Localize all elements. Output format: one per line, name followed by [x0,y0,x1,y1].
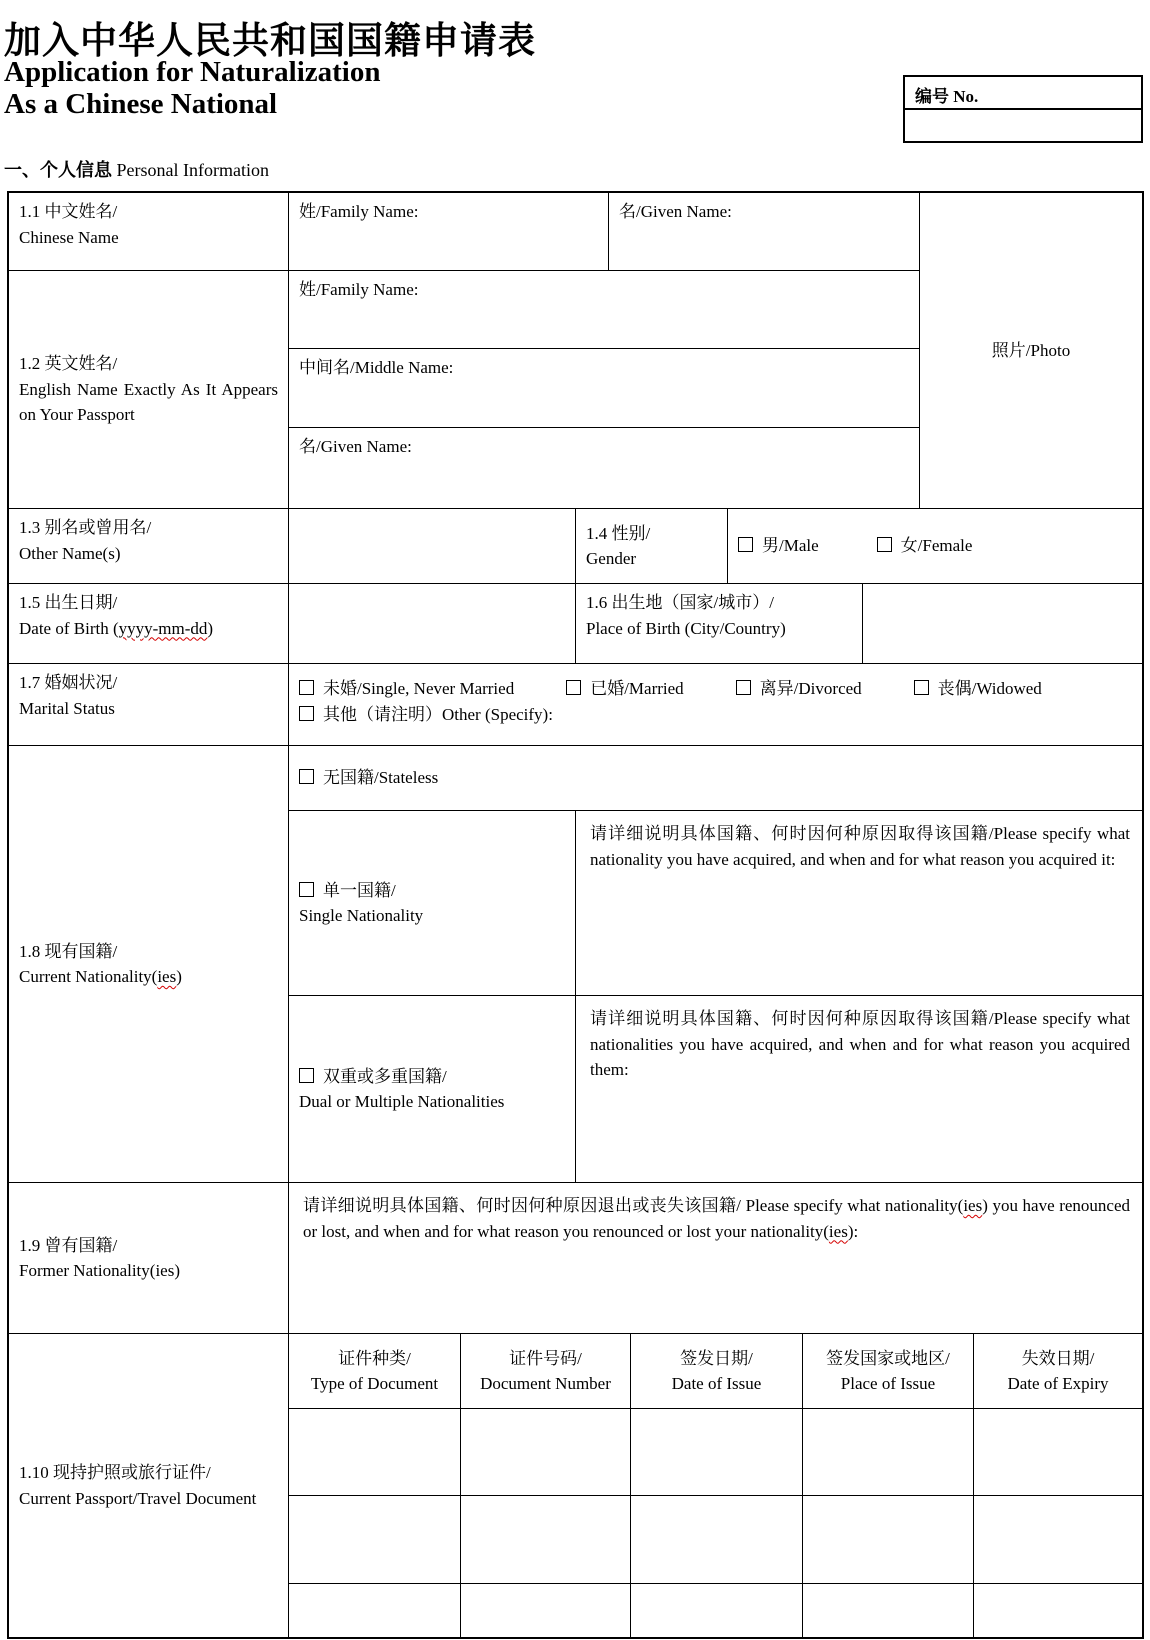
checkbox-option-stateless[interactable] [299,765,1132,791]
english-middle-name-label: 中间名/Middle Name: [299,358,454,377]
column-header-date-of-issue-zh: 签发日期/ [680,1348,753,1368]
former-nationality-details-field[interactable] [288,1182,1142,1333]
column-header-document-number-en: Document Number [480,1374,611,1393]
column-header-document-type [288,1333,460,1408]
label-current-nationality-zh: 1.8 现有国籍/ [19,941,118,961]
label-date-of-birth-en: Date of Birth (yyyy-mm-dd) [19,618,214,638]
dual-nationality-label-en: Dual or Multiple Nationalities [299,1092,505,1111]
checkbox-dual-nationality-label-zh: 双重或多重国籍/ [323,1066,447,1086]
checkbox-option-married[interactable] [566,676,683,702]
place-of-issue-field-row3[interactable] [802,1583,973,1637]
stateless-option-cell [288,745,1142,810]
column-header-document-type-en: Type of Document [310,1374,439,1393]
label-other-names-en: Other Name(s) [19,543,121,563]
checkbox-single-icon[interactable] [299,680,314,695]
document-type-field-row3[interactable] [288,1583,460,1637]
checkbox-option-male[interactable] [738,533,819,559]
label-current-passport [8,1333,288,1637]
photo-box[interactable] [919,192,1142,508]
checkbox-divorced-icon[interactable] [736,680,751,695]
label-current-nationality [8,745,288,1182]
label-current-nationality-en: Current Nationality(ies) [19,967,182,986]
label-english-name [8,270,288,508]
dual-nationality-details-field[interactable] [575,995,1142,1182]
section-heading-en: Personal Information [112,160,269,180]
serial-number-label: 编号 No. [905,77,1141,110]
checkbox-widowed-icon[interactable] [914,680,929,695]
column-header-document-type-zh: 证件种类/ [338,1348,411,1368]
label-english-name-en: English Name Exactly As It Appears on Your Passport [19,379,278,425]
checkbox-widowed-label: 丧偶/Widowed [937,679,1042,698]
date-of-issue-field-row3[interactable] [630,1583,802,1637]
single-nationality-note: 请详细说明具体国籍、何时因何种原因取得该国籍/Please specify what nationality you have acquired, and when and for what reason you acquired it: [590,824,1130,869]
document-number-field-row2[interactable] [460,1495,630,1583]
other-names-field[interactable] [288,508,575,583]
english-given-name-field[interactable] [288,427,919,508]
label-other-names [8,508,288,583]
label-other-names-zh: 1.3 别名或曾用名/ [19,518,152,537]
checkbox-option-dual-nationality[interactable] [299,1064,565,1090]
document-type-field-row2[interactable] [288,1495,460,1583]
place-of-birth-field[interactable] [862,583,1142,663]
label-marital-status-zh: 1.7 婚姻状况/ [19,673,118,692]
column-header-date-of-issue-en: Date of Issue [671,1374,762,1393]
label-place-of-birth [575,583,862,663]
gender-options-cell [727,508,1142,583]
label-former-nationality-en: Former Nationality(ies) [19,1261,180,1280]
date-of-issue-field-row2[interactable] [630,1495,802,1583]
label-english-name-zh: 1.2 英文姓名/ [19,354,118,374]
checkbox-option-female[interactable] [877,533,973,559]
column-header-date-of-issue [630,1333,802,1408]
column-header-date-of-expiry-en: Date of Expiry [1007,1374,1109,1393]
serial-number-input[interactable] [905,110,1141,141]
section-heading-zh: 一、个人信息 [4,160,112,180]
label-place-of-birth-zh: 1.6 出生地（国家/城市）/ [586,593,774,612]
checkbox-option-widowed[interactable] [914,676,1042,702]
checkbox-option-other[interactable] [299,705,553,724]
checkbox-dual-nationality-icon[interactable] [299,1068,314,1083]
checkbox-male-label: 男/Male [762,536,819,556]
label-place-of-birth-en: Place of Birth (City/Country) [586,618,786,638]
column-header-place-of-issue-zh: 签发国家或地区/ [826,1348,950,1368]
checkbox-stateless-icon[interactable] [299,769,314,784]
column-header-date-of-expiry [973,1333,1142,1408]
checkbox-female-icon[interactable] [877,537,892,552]
former-nationality-note: 请详细说明具体国籍、何时因何种原因退出或丧失该国籍/ Please specify what nationality(ies) you have renounced or lost, and when and for what reason you renounced or lost your nationality(ies): [303,1196,1130,1241]
column-header-document-number-zh: 证件号码/ [509,1348,582,1368]
date-of-expiry-field-row3[interactable] [973,1583,1142,1637]
dual-nationality-option-cell [288,995,575,1182]
checkbox-option-divorced[interactable] [736,676,862,702]
form-title-en-line1: Application for Naturalization [4,56,381,88]
marital-status-options-cell [288,663,1142,745]
checkbox-married-icon[interactable] [566,680,581,695]
chinese-family-name-field[interactable] [288,192,608,270]
english-middle-name-field[interactable] [288,348,919,427]
chinese-given-name-label: 名/Given Name: [619,202,732,221]
label-former-nationality [8,1182,288,1333]
english-given-name-label: 名/Given Name: [299,437,412,456]
document-number-field-row3[interactable] [460,1583,630,1637]
checkbox-divorced-label: 离异/Divorced [759,679,862,698]
single-nationality-label-en: Single Nationality [299,906,424,925]
label-former-nationality-zh: 1.9 曾有国籍/ [19,1235,118,1255]
label-current-passport-en: Current Passport/Travel Document [19,1488,257,1508]
checkbox-stateless-label: 无国籍/Stateless [323,768,439,788]
place-of-issue-field-row1[interactable] [802,1408,973,1495]
label-marital-status-en: Marital Status [19,698,115,718]
single-nationality-option-cell [288,810,575,995]
label-date-of-birth [8,583,288,663]
english-family-name-label: 姓/Family Name: [299,280,419,299]
checkbox-other-icon[interactable] [299,706,314,721]
label-date-of-birth-zh: 1.5 出生日期/ [19,593,118,612]
date-of-issue-field-row1[interactable] [630,1408,802,1495]
column-header-place-of-issue-en: Place of Issue [840,1374,936,1393]
english-family-name-field[interactable] [288,270,919,348]
single-nationality-details-field[interactable] [575,810,1142,995]
checkbox-option-single[interactable] [299,676,514,702]
document-type-field-row1[interactable] [288,1408,460,1495]
column-header-place-of-issue [802,1333,973,1408]
chinese-given-name-field[interactable] [608,192,919,270]
dual-nationality-note: 请详细说明具体国籍、何时因何种原因取得该国籍/Please specify what nationalities you have acquired, and when and for what reason you acquired them: [590,1009,1130,1079]
place-of-issue-field-row2[interactable] [802,1495,973,1583]
label-current-passport-zh: 1.10 现持护照或旅行证件/ [19,1463,211,1482]
chinese-family-name-label: 姓/Family Name: [299,202,419,221]
column-header-date-of-expiry-zh: 失效日期/ [1021,1348,1095,1368]
label-chinese-name-en: Chinese Name [19,227,119,247]
date-of-expiry-field-row1[interactable] [973,1408,1142,1495]
checkbox-other-label: 其他（请注明）Other (Specify): [323,704,553,724]
checkbox-single-nationality-label-zh: 单一国籍/ [323,880,396,900]
form-title-en [4,56,380,121]
document-number-field-row1[interactable] [460,1408,630,1495]
label-marital-status [8,663,288,745]
checkbox-male-icon[interactable] [738,537,753,552]
date-of-expiry-field-row2[interactable] [973,1495,1142,1583]
form-title-en-line2: As a Chinese National [4,88,278,121]
section-heading [4,156,269,182]
label-chinese-name-zh: 1.1 中文姓名/ [19,202,118,221]
column-header-document-number [460,1333,630,1408]
photo-label: 照片/Photo [991,340,1071,360]
checkbox-single-label: 未婚/Single, Never Married [323,679,515,698]
label-chinese-name [8,192,288,270]
checkbox-married-label: 已婚/Married [590,679,684,698]
checkbox-option-single-nationality[interactable] [299,878,565,904]
date-of-birth-field[interactable] [288,583,575,663]
checkbox-female-label: 女/Female [900,536,973,556]
label-gender-zh: 1.4 性别/ [586,523,651,543]
label-gender [575,508,727,583]
form-title-zh: 加入中华人民共和国国籍申请表 [4,21,536,62]
label-gender-en: Gender [586,549,637,568]
checkbox-single-nationality-icon[interactable] [299,882,314,897]
serial-number-box [903,75,1143,143]
